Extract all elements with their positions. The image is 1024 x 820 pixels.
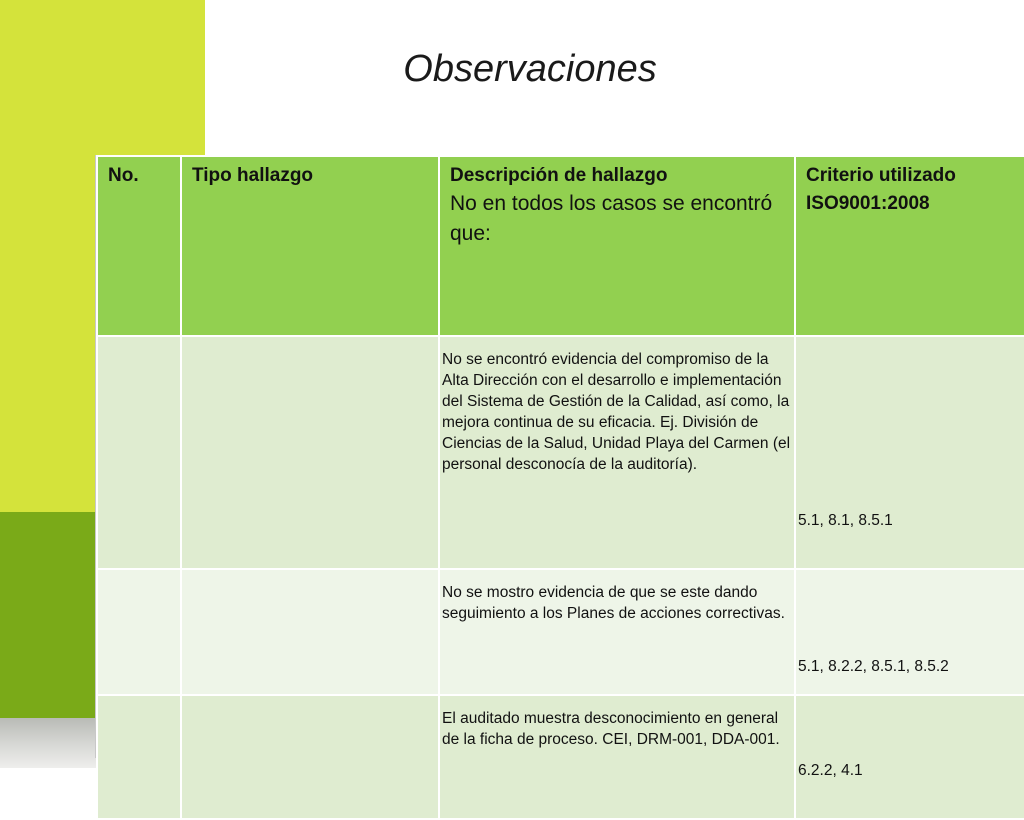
header-descripcion-label: Descripción de hallazgo bbox=[450, 165, 668, 186]
header-descripcion bbox=[439, 156, 795, 336]
cell-criterio-text: 5.1, 8.1, 8.5.1 bbox=[798, 512, 893, 529]
cell-criterio bbox=[795, 695, 1024, 819]
header-tipo-hallazgo bbox=[181, 156, 439, 336]
cell-no bbox=[97, 336, 181, 569]
cell-criterio bbox=[795, 336, 1024, 569]
header-criterio-label: Criterio utilizado bbox=[806, 165, 956, 186]
cell-tipo bbox=[181, 336, 439, 569]
cell-no bbox=[97, 695, 181, 819]
cell-descripcion: No se encontró evidencia del compromiso de la Alta Dirección con el desarrollo e implementación del Sistema de Gestión de la Calidad, así como, la mejora continua de su eficacia. Ej. División de Ciencias de la Salud, Unidad Playa del Carmen (el personal desconocía de la auditoría). bbox=[439, 336, 795, 569]
decorative-accent-bar-dark bbox=[0, 512, 95, 718]
header-criterio-standard: ISO9001:2008 bbox=[806, 193, 930, 214]
header-no bbox=[97, 156, 181, 336]
table-row bbox=[97, 695, 1024, 819]
table-header-row bbox=[97, 156, 1024, 336]
cell-descripcion: No se mostro evidencia de que se este dando seguimiento a los Planes de acciones correctivas. bbox=[439, 569, 795, 695]
header-no-label: No. bbox=[108, 165, 139, 186]
table-row bbox=[97, 569, 1024, 695]
slide-title: Observaciones bbox=[403, 48, 657, 90]
cell-no bbox=[97, 569, 181, 695]
header-tipo-label: Tipo hallazgo bbox=[192, 165, 314, 186]
observations-table bbox=[96, 155, 1024, 820]
header-descripcion-subtitle: No en todos los casos se encontró que: bbox=[450, 192, 773, 245]
cell-criterio-text: 6.2.2, 4.1 bbox=[798, 762, 863, 779]
header-criterio bbox=[795, 156, 1024, 336]
cell-descripcion: El auditado muestra desconocimiento en general de la ficha de proceso. CEI, DRM-001, DDA-001. bbox=[439, 695, 795, 819]
cell-tipo bbox=[181, 569, 439, 695]
cell-criterio bbox=[795, 569, 1024, 695]
table-row bbox=[97, 336, 1024, 569]
cell-tipo bbox=[181, 695, 439, 819]
cell-criterio-text: 5.1, 8.2.2, 8.5.1, 8.5.2 bbox=[798, 658, 949, 675]
